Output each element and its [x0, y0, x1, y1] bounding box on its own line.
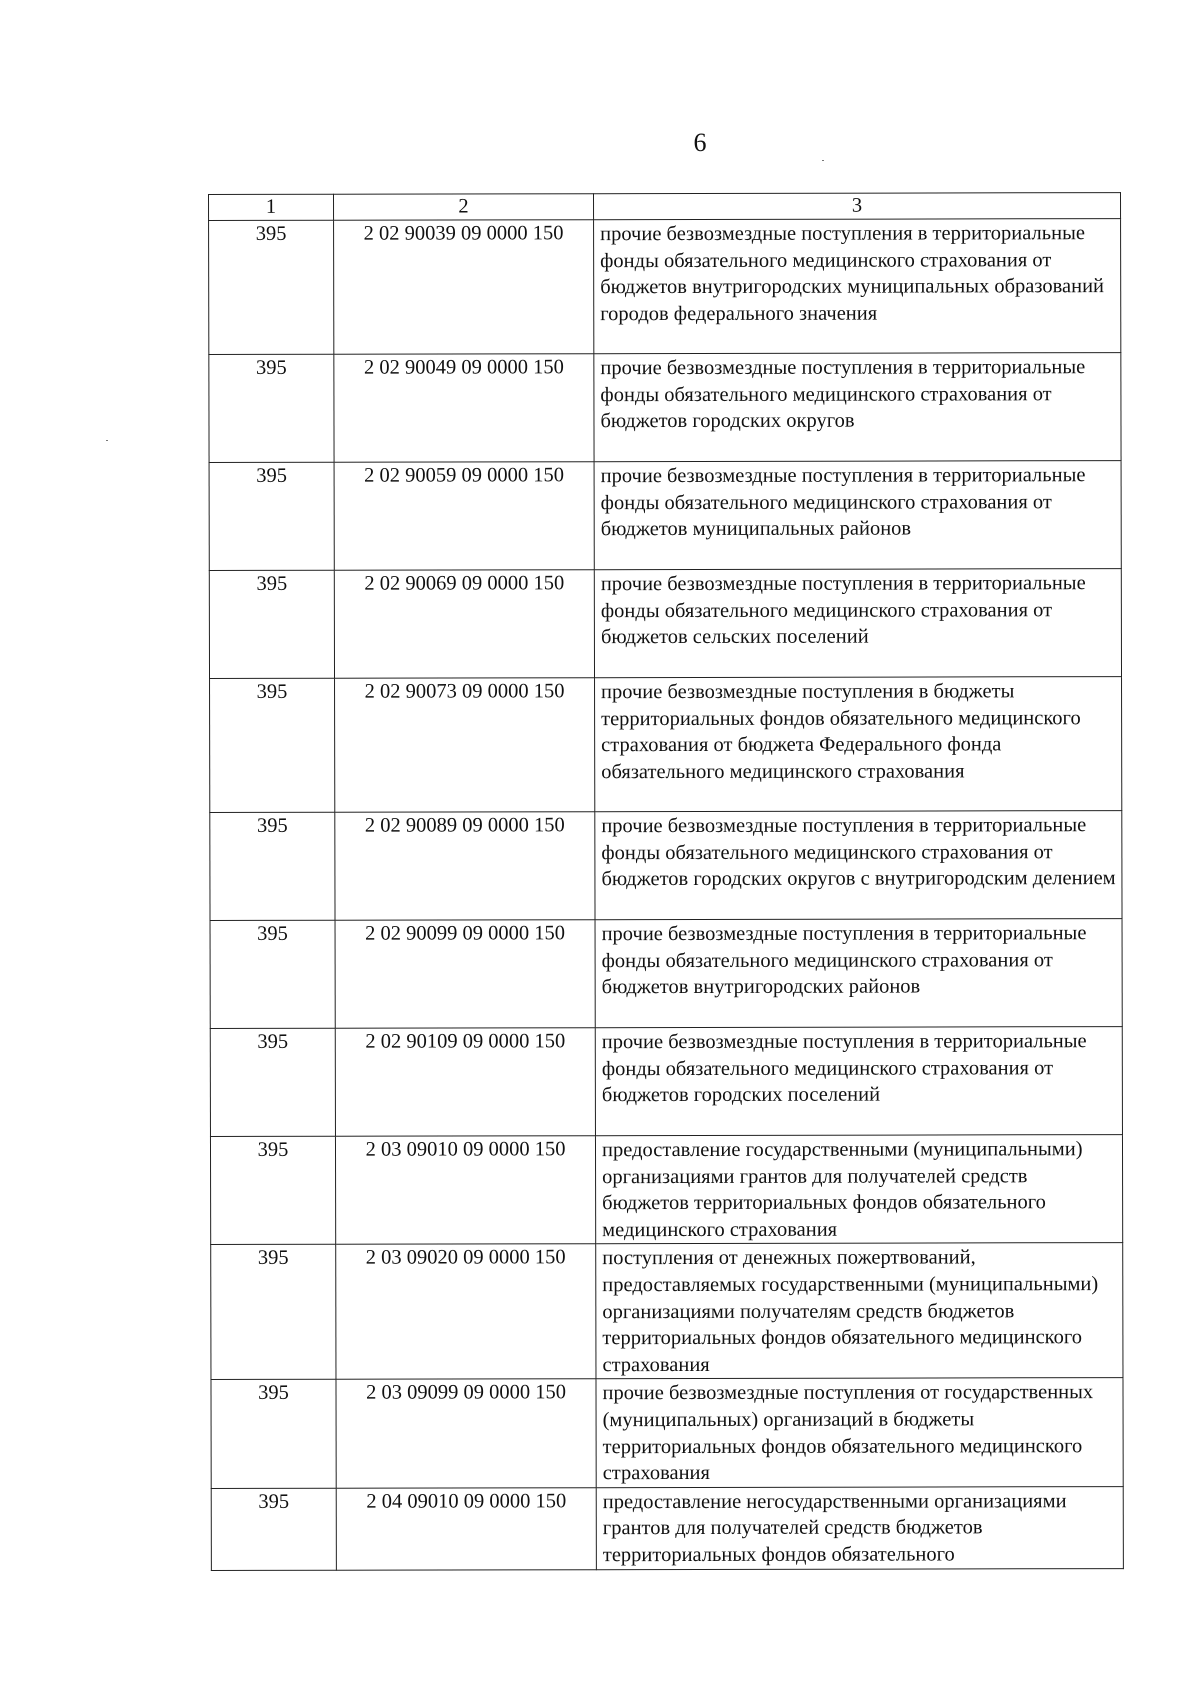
admin-code-cell: 395: [211, 1380, 336, 1489]
revenue-code-cell: 2 03 09099 09 0000 150: [336, 1379, 596, 1488]
table-row: [210, 677, 1122, 813]
description-cell: прочие безвозмездные поступления в территориальные фонды обязательного медицинского страхования от бюджетов муниципальных районов: [594, 461, 1121, 570]
description-cell: поступления от денежных пожертвований, предоставляемых государственными (муниципальными) организациями получателям средств бюджетов территориальных фондов обязательного медицинского страхования: [596, 1243, 1123, 1379]
revenue-code-cell: 2 02 90049 09 0000 150: [334, 354, 594, 463]
table-row: [210, 1135, 1122, 1245]
admin-code-cell: 395: [210, 812, 335, 920]
revenue-code-cell: 2 02 90089 09 0000 150: [335, 812, 595, 921]
revenue-code-cell: 2 02 90109 09 0000 150: [335, 1028, 595, 1137]
table-row: [209, 353, 1121, 463]
admin-code-cell: 395: [210, 920, 335, 1028]
table-header-row: [209, 193, 1121, 221]
table-row: [209, 569, 1121, 679]
description-cell: предоставление государственными (муниципальными) организациями грантов для получателей средств бюджетов территориальных фондов обязательного медицинского страхования: [595, 1135, 1122, 1244]
revenue-code-cell: 2 02 90059 09 0000 150: [334, 462, 594, 571]
description-cell: прочие безвозмездные поступления в территориальные фонды обязательного медицинского страхования от бюджетов сельских поселений: [594, 569, 1121, 678]
admin-code-cell: 395: [210, 1028, 335, 1136]
description-cell: прочие безвозмездные поступления от государственных (муниципальных) организаций в бюджеты территориальных фондов обязательного медицинского страхования: [596, 1378, 1123, 1487]
scan-speck: [106, 440, 108, 441]
table-row: [211, 1243, 1123, 1380]
table-row: [211, 1378, 1123, 1488]
revenue-code-cell: 2 02 90039 09 0000 150: [334, 220, 594, 355]
description-cell: предоставление негосударственными организациями грантов для получателей средств бюджетов территориальных фондов обязательного: [596, 1486, 1123, 1569]
scan-speck: [822, 160, 824, 161]
admin-code-cell: 395: [211, 1245, 336, 1380]
revenue-code-cell: 2 02 90073 09 0000 150: [335, 678, 595, 813]
admin-code-cell: 395: [209, 354, 334, 462]
description-cell: прочие безвозмездные поступления в территориальные фонды обязательного медицинского страхования от бюджетов городских округов: [594, 353, 1121, 462]
table-row: [210, 811, 1122, 921]
admin-code-cell: 395: [210, 678, 335, 812]
table-row: [210, 1027, 1122, 1137]
table-row: [211, 1486, 1123, 1570]
revenue-code-cell: 2 03 09010 09 0000 150: [335, 1136, 595, 1245]
page-number: 6: [693, 128, 707, 157]
revenue-code-cell: 2 02 90099 09 0000 150: [335, 920, 595, 1029]
table-row: [210, 919, 1122, 1029]
admin-code-cell: 395: [209, 220, 334, 354]
revenue-code-cell: 2 02 90069 09 0000 150: [334, 570, 594, 679]
table-row: [209, 461, 1121, 571]
description-cell: прочие безвозмездные поступления в территориальные фонды обязательного медицинского страхования от бюджетов городских округов с внутригородским делением: [595, 811, 1122, 920]
description-cell: прочие безвозмездные поступления в территориальные фонды обязательного медицинского страхования от бюджетов внутригородских муниципальных образований городов федерального значения: [594, 219, 1121, 354]
admin-code-cell: 395: [209, 462, 334, 570]
table-row: [209, 219, 1121, 355]
description-cell: прочие безвозмездные поступления в территориальные фонды обязательного медицинского страхования от бюджетов внутригородских районов: [595, 919, 1122, 1028]
description-cell: прочие безвозмездные поступления в бюджеты территориальных фондов обязательного медицинского страхования от бюджета Федерального фонда обязательного медицинского страхования: [595, 677, 1122, 812]
admin-code-cell: 395: [211, 1488, 336, 1570]
header-col-1: 1: [209, 194, 334, 220]
admin-code-cell: 395: [210, 1136, 335, 1245]
revenue-code-cell: 2 03 09020 09 0000 150: [336, 1244, 596, 1380]
description-cell: прочие безвозмездные поступления в территориальные фонды обязательного медицинского страхования от бюджетов городских поселений: [595, 1027, 1122, 1136]
admin-code-cell: 395: [209, 570, 334, 678]
revenue-codes-table: [208, 192, 1124, 1571]
revenue-code-cell: 2 04 09010 09 0000 150: [336, 1487, 596, 1570]
header-col-2: 2: [334, 194, 594, 221]
header-col-3: 3: [594, 193, 1121, 220]
